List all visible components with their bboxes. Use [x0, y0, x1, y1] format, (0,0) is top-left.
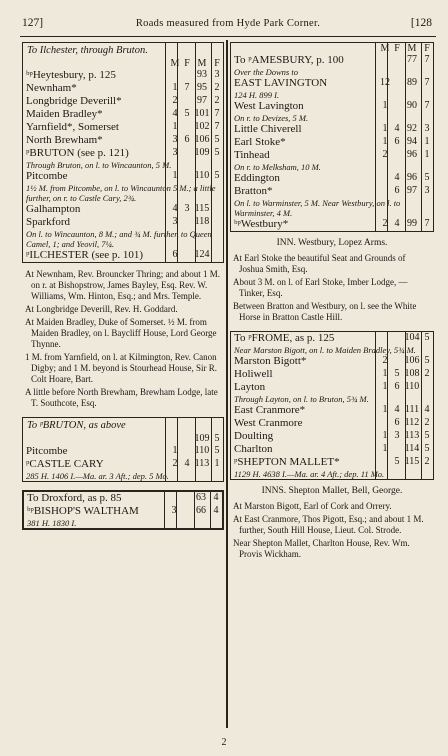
note-paragraph: About 3 M. on l. of Earl Stoke, Imber Lodge, — Tinker, Esq.	[233, 277, 408, 298]
place-name: Pitcombe	[26, 170, 68, 182]
total-furlongs-cell: 7	[424, 54, 430, 65]
miles-cell: 1	[172, 121, 178, 132]
total-furlongs-cell: 5	[424, 172, 430, 183]
note-text: Through Layton, on l. to Bruton, 5¾ M.	[234, 394, 369, 404]
place-name: ᵇᵖWestbury*	[234, 218, 289, 230]
route-note	[231, 345, 433, 355]
right-notes-1	[230, 251, 434, 327]
total-furlongs-cell: 5	[214, 433, 220, 444]
furlongs-cell: 4	[394, 404, 400, 415]
total-furlongs-cell: 4	[213, 492, 219, 503]
note-paragraph: 1 M. from Yarnfield, on l. at Kilmington, Rev. Canon Digby; and 1 M. beyond is Stourhead House, Sir R. Colt Hoare, Bart.	[25, 352, 217, 384]
place-name: Marston Bigott*	[234, 355, 307, 367]
place-name: Earl Stoke*	[234, 136, 286, 148]
miles-cell: 4	[172, 203, 178, 214]
note-text: 124 H. 899 I.	[234, 90, 280, 100]
note-paragraph: A little before North Brewham, Brewham Lodge, late T. Southcote, Esq.	[25, 387, 218, 408]
miles-cell: 1	[382, 443, 388, 454]
inn-westbury: INN. Westbury, Lopez Arms.	[276, 238, 388, 248]
total-miles-cell: 113	[194, 458, 210, 469]
place-name: ᵖSHEPTON MALLET*	[234, 456, 340, 468]
miles-cell: 2	[172, 458, 178, 469]
column-rule	[211, 418, 212, 481]
miles-cell: 3	[171, 505, 177, 516]
column-rule	[387, 332, 388, 479]
miles-cell: 4	[172, 108, 178, 119]
miles-cell: 2	[382, 355, 388, 366]
total-miles-cell: 115	[194, 203, 210, 214]
miles-cell: 3	[172, 147, 178, 158]
place-name: Charlton	[234, 443, 273, 455]
column-rule	[210, 492, 211, 528]
place-name: North Brewham*	[26, 134, 103, 146]
place-name: East Cranmore*	[234, 404, 306, 416]
furlongs-cell: 3	[394, 430, 400, 441]
furlongs-cell: 6	[394, 185, 400, 196]
running-title: Roads measured from Hyde Park Corner.	[135, 18, 321, 29]
furlongs-cell: 4	[394, 218, 400, 229]
route-title: To Ilchester, through Bruton.	[27, 45, 148, 56]
note-paragraph: At East Cranmore, Thos Pigott, Esq.; and about 1 M. further, South Hill House, Lieut. Col. Strode.	[233, 514, 424, 535]
column-head: F	[394, 43, 400, 54]
head-spacer	[231, 43, 379, 54]
furlongs-cell: 5	[394, 368, 400, 379]
route-table-droxford	[22, 490, 224, 530]
column-head: M	[197, 58, 207, 69]
miles-cell: 1	[382, 100, 388, 111]
route-note	[23, 229, 223, 249]
route-row	[23, 433, 223, 445]
total-furlongs-cell: 3	[424, 185, 430, 196]
signature-mark: 2	[221, 737, 227, 748]
route-row	[23, 249, 223, 262]
column-rule	[176, 492, 177, 528]
note-text: 1129 H. 4638 I.—Ma. ar. 4 Aft.; dep. 11 Mo.	[234, 469, 385, 479]
column-rule	[211, 43, 212, 262]
miles-cell: 1	[382, 123, 388, 134]
total-miles-cell: 118	[194, 216, 210, 227]
route-title: To ᵖBRUTON, as above	[27, 420, 126, 431]
note-paragraph: At Newnham, Rev. Brouncker Thring; and about 1 M. on r. at Bishopstrow, James Bayley, Esq. Rev. W. Williams, Wm. Hinton, Esq.; and Mrs. Temple.	[25, 269, 220, 301]
header-rule	[20, 36, 436, 37]
column-rule	[164, 492, 165, 528]
miles-cell: 1	[382, 381, 388, 392]
route-table-ilchester	[22, 42, 224, 263]
right-notes-2	[230, 499, 434, 564]
total-furlongs-cell: 7	[214, 121, 220, 132]
total-furlongs-cell: 4	[213, 505, 219, 516]
furlongs-cell: 5	[394, 456, 400, 467]
column-rule	[405, 332, 406, 479]
total-furlongs-cell: 5	[214, 147, 220, 158]
total-miles-cell: 110	[194, 445, 210, 456]
place-name: To Droxford, as p. 85	[27, 492, 122, 504]
miles-cell: 12	[380, 77, 390, 88]
column-heads	[23, 58, 223, 69]
total-furlongs-cell: 1	[424, 136, 430, 147]
place-name: Doulting	[234, 430, 274, 442]
column-rule	[177, 418, 178, 481]
route-row	[231, 332, 433, 345]
route-row	[23, 170, 223, 183]
total-furlongs-cell: 2	[424, 368, 430, 379]
place-name: West Lavington	[234, 100, 304, 112]
note-text: Through Bruton, on l. to Wincaunton, 5 M.	[26, 160, 172, 170]
note-text: 1½ M. from Pitcombe, on l. to Wincaunton 5 M.; a little further, on r. to Castle Cary, 2¾.	[26, 183, 216, 203]
total-furlongs-cell: 3	[424, 123, 430, 134]
route-row	[23, 458, 223, 471]
note-text: On r. to Melksham, 10 M.	[234, 162, 321, 172]
note-text: On r. to Devizes, 5 M.	[234, 113, 309, 123]
note-text: On l. to Warminster, 5 M. Near Westbury, on l. to Warminster, 4 M.	[234, 198, 401, 218]
total-miles-cell: 114	[404, 443, 420, 454]
route-note	[231, 198, 433, 218]
route-row	[23, 216, 223, 229]
total-miles-cell: 110	[194, 170, 210, 181]
total-miles-cell: 113	[404, 430, 420, 441]
furlongs-cell: 6	[394, 417, 400, 428]
total-miles-cell: 94	[407, 136, 417, 147]
place-name: Layton	[234, 381, 266, 393]
route-row	[24, 505, 222, 518]
note-text: Near Marston Bigott, on l. to Maiden Bradley, 5¾ M.	[234, 345, 416, 355]
total-furlongs-cell: 2	[424, 456, 430, 467]
left-column	[22, 42, 224, 530]
place-name: ᵖILCHESTER (see p. 101)	[26, 249, 144, 261]
place-name: Holiwell	[234, 368, 273, 380]
route-note	[231, 394, 433, 404]
column-rule	[375, 332, 376, 479]
place-name: Pitcombe	[26, 445, 68, 457]
route-row	[231, 185, 433, 198]
route-note	[231, 67, 433, 77]
total-furlongs-cell: 5	[424, 332, 430, 343]
place-name: ᵖCASTLE CARY	[26, 458, 104, 470]
head-spacer	[23, 58, 169, 69]
total-furlongs-cell: 5	[424, 355, 430, 366]
page-number-left: 127]	[22, 17, 44, 29]
total-furlongs-cell: 5	[214, 134, 220, 145]
total-furlongs-cell: 4	[424, 404, 430, 415]
route-row	[231, 77, 433, 90]
furlongs-cell: 4	[394, 172, 400, 183]
total-miles-cell: 110	[404, 381, 420, 392]
miles-cell: 2	[382, 218, 388, 229]
column-head: M	[407, 43, 417, 54]
route-row	[23, 445, 223, 458]
total-miles-cell: 63	[196, 492, 206, 503]
route-note	[24, 518, 222, 528]
route-row	[231, 172, 433, 185]
running-header	[20, 14, 436, 36]
place-name: To ᵖFROME, as p. 125	[234, 332, 335, 344]
total-miles-cell: 102	[194, 121, 210, 132]
total-miles-cell: 124	[194, 249, 210, 260]
furlongs-cell: 6	[184, 134, 190, 145]
column-rule	[165, 43, 166, 262]
total-miles-cell: 90	[407, 100, 417, 111]
total-miles-cell: 89	[407, 77, 417, 88]
place-name: ᵇᵖBISHOP'S WALTHAM	[27, 505, 139, 517]
route-note	[231, 113, 433, 123]
miles-cell: 6	[172, 249, 178, 260]
place-name: ᵇᵖHeytesbury, p. 125	[26, 69, 116, 81]
column-rule	[165, 418, 166, 481]
route-row	[23, 95, 223, 108]
place-name: Maiden Bradley*	[26, 108, 103, 120]
place-name: Tinhead	[234, 149, 270, 161]
total-furlongs-cell: 7	[424, 77, 430, 88]
route-row	[231, 404, 433, 417]
route-note	[23, 471, 223, 481]
column-rule	[195, 418, 196, 481]
column-rule	[195, 43, 196, 262]
total-miles-cell: 96	[407, 172, 417, 183]
inn-shepton: INNS. Shepton Mallet, Bell, George.	[261, 486, 403, 496]
place-name: Sparkford	[26, 216, 70, 228]
route-note	[231, 162, 433, 172]
total-miles-cell: 92	[407, 123, 417, 134]
total-furlongs-cell: 1	[214, 458, 220, 469]
total-miles-cell: 97	[407, 185, 417, 196]
miles-cell: 1	[172, 445, 178, 456]
column-head: F	[184, 58, 190, 69]
total-miles-cell: 115	[404, 456, 420, 467]
route-row	[23, 82, 223, 95]
total-furlongs-cell: 2	[214, 95, 220, 106]
route-row	[23, 69, 223, 82]
total-furlongs-cell: 2	[424, 417, 430, 428]
note-text: 285 H. 1406 I.—Ma. ar. 3 Aft.; dep. 5 Mo.	[26, 471, 169, 481]
place-name: Little Chiverell	[234, 123, 302, 135]
furlongs-cell: 5	[184, 108, 190, 119]
place-name: Yarnfield*, Somerset	[26, 121, 119, 133]
miles-cell: 3	[172, 216, 178, 227]
right-column	[230, 42, 434, 564]
route-row	[231, 456, 433, 469]
furlongs-cell: 6	[394, 136, 400, 147]
total-miles-cell: 106	[194, 134, 210, 145]
route-row	[231, 123, 433, 136]
total-miles-cell: 96	[407, 149, 417, 160]
route-row	[231, 368, 433, 381]
total-miles-cell: 108	[404, 368, 420, 379]
route-row	[23, 121, 223, 134]
total-furlongs-cell: 7	[424, 218, 430, 229]
miles-cell: 1	[382, 368, 388, 379]
miles-cell: 2	[172, 95, 178, 106]
place-name: West Cranmore	[234, 417, 303, 429]
route-row	[231, 355, 433, 368]
route-row	[23, 147, 223, 160]
furlongs-cell: 4	[184, 458, 190, 469]
column-head: F	[214, 58, 220, 69]
place-name: To ᵖAMESBURY, p. 100	[234, 54, 344, 66]
total-miles-cell: 93	[197, 69, 207, 80]
note-paragraph: At Marston Bigott, Earl of Cork and Orrery.	[233, 501, 392, 511]
column-rule	[405, 43, 406, 231]
note-paragraph: Near Shepton Mallet, Charlton House, Rev. Wm. Provis Wickham.	[233, 538, 410, 559]
route-table-frome	[230, 331, 434, 480]
total-furlongs-cell: 7	[424, 100, 430, 111]
total-miles-cell: 99	[407, 218, 417, 229]
note-paragraph: Between Bratton and Westbury, on l. see the White Horse in Bratton Castle Hill.	[233, 301, 417, 322]
route-row	[231, 430, 433, 443]
left-notes	[22, 267, 224, 413]
route-note	[23, 183, 223, 203]
furlongs-cell: 6	[394, 381, 400, 392]
route-note	[23, 160, 223, 170]
route-row	[231, 54, 433, 67]
column-divider	[226, 40, 228, 728]
route-row	[23, 134, 223, 147]
route-row	[231, 443, 433, 456]
route-row	[231, 417, 433, 430]
note-text: 381 H. 1830 I.	[27, 518, 77, 528]
route-row	[23, 108, 223, 121]
column-head: F	[424, 43, 430, 54]
total-miles-cell: 95	[197, 82, 207, 93]
place-name: Longbridge Deverill*	[26, 95, 122, 107]
column-rule	[387, 43, 388, 231]
note-paragraph: At Earl Stoke the beautiful Seat and Grounds of Joshua Smith, Esq.	[233, 253, 406, 274]
column-rule	[194, 492, 195, 528]
place-name: ᵖBRUTON (see p. 121)	[26, 147, 129, 159]
note-text: Over the Downs to	[234, 67, 298, 77]
column-rule	[177, 43, 178, 262]
column-head: M	[380, 43, 390, 54]
furlongs-cell: 7	[184, 82, 190, 93]
route-row	[24, 492, 222, 505]
miles-cell: 2	[382, 149, 388, 160]
place-name: Bratton*	[234, 185, 273, 197]
route-table-bruton	[22, 417, 224, 482]
total-furlongs-cell: 5	[424, 430, 430, 441]
column-rule	[421, 43, 422, 231]
total-miles-cell: 97	[197, 95, 207, 106]
total-miles-cell: 104	[404, 332, 420, 343]
total-miles-cell: 77	[407, 54, 417, 65]
total-furlongs-cell: 7	[214, 108, 220, 119]
route-note	[231, 90, 433, 100]
miles-cell: 1	[172, 170, 178, 181]
column-head: M	[170, 58, 180, 69]
furlongs-cell: 4	[394, 123, 400, 134]
miles-cell: 3	[172, 134, 178, 145]
total-furlongs-cell: 5	[214, 445, 220, 456]
column-rule	[375, 43, 376, 231]
miles-cell: 1	[382, 430, 388, 441]
total-miles-cell: 109	[194, 147, 210, 158]
route-row	[231, 381, 433, 394]
route-table-amesbury	[230, 42, 434, 232]
total-miles-cell: 112	[404, 417, 420, 428]
page-number-right: [128	[410, 17, 432, 29]
furlongs-cell: 3	[184, 203, 190, 214]
route-row	[231, 136, 433, 149]
total-miles-cell: 109	[194, 433, 210, 444]
total-furlongs-cell: 3	[214, 69, 220, 80]
total-miles-cell: 66	[196, 505, 206, 516]
note-text: On l. to Wincaunton, 8 M.; and ¾ M. further, to Queen Camel, 1; and Yeovil, 7¼.	[26, 229, 212, 249]
miles-cell: 1	[382, 136, 388, 147]
total-furlongs-cell: 5	[424, 443, 430, 454]
column-rule	[421, 332, 422, 479]
column-heads	[231, 43, 433, 54]
route-note	[231, 469, 433, 479]
note-paragraph: At Longbridge Deverill, Rev. H. Goddard.	[25, 304, 178, 314]
miles-cell: 1	[172, 82, 178, 93]
total-miles-cell: 101	[194, 108, 210, 119]
total-furlongs-cell: 2	[214, 82, 220, 93]
place-name: Eddington	[234, 172, 280, 184]
total-furlongs-cell: 1	[424, 149, 430, 160]
place-name: Galhampton	[26, 203, 81, 215]
miles-cell: 1	[382, 404, 388, 415]
total-miles-cell: 106	[404, 355, 420, 366]
place-name: EAST LAVINGTON	[234, 77, 328, 89]
total-miles-cell: 111	[404, 404, 420, 415]
place-name: Newnham*	[26, 82, 77, 94]
route-row	[231, 149, 433, 162]
route-row	[231, 218, 433, 231]
total-furlongs-cell: 5	[214, 170, 220, 181]
route-row	[231, 100, 433, 113]
note-paragraph: At Maiden Bradley, Duke of Somerset. ½ M. from Maiden Bradley, on l. Baycliff House, Lord George Thynne.	[25, 317, 217, 349]
route-row	[23, 203, 223, 216]
